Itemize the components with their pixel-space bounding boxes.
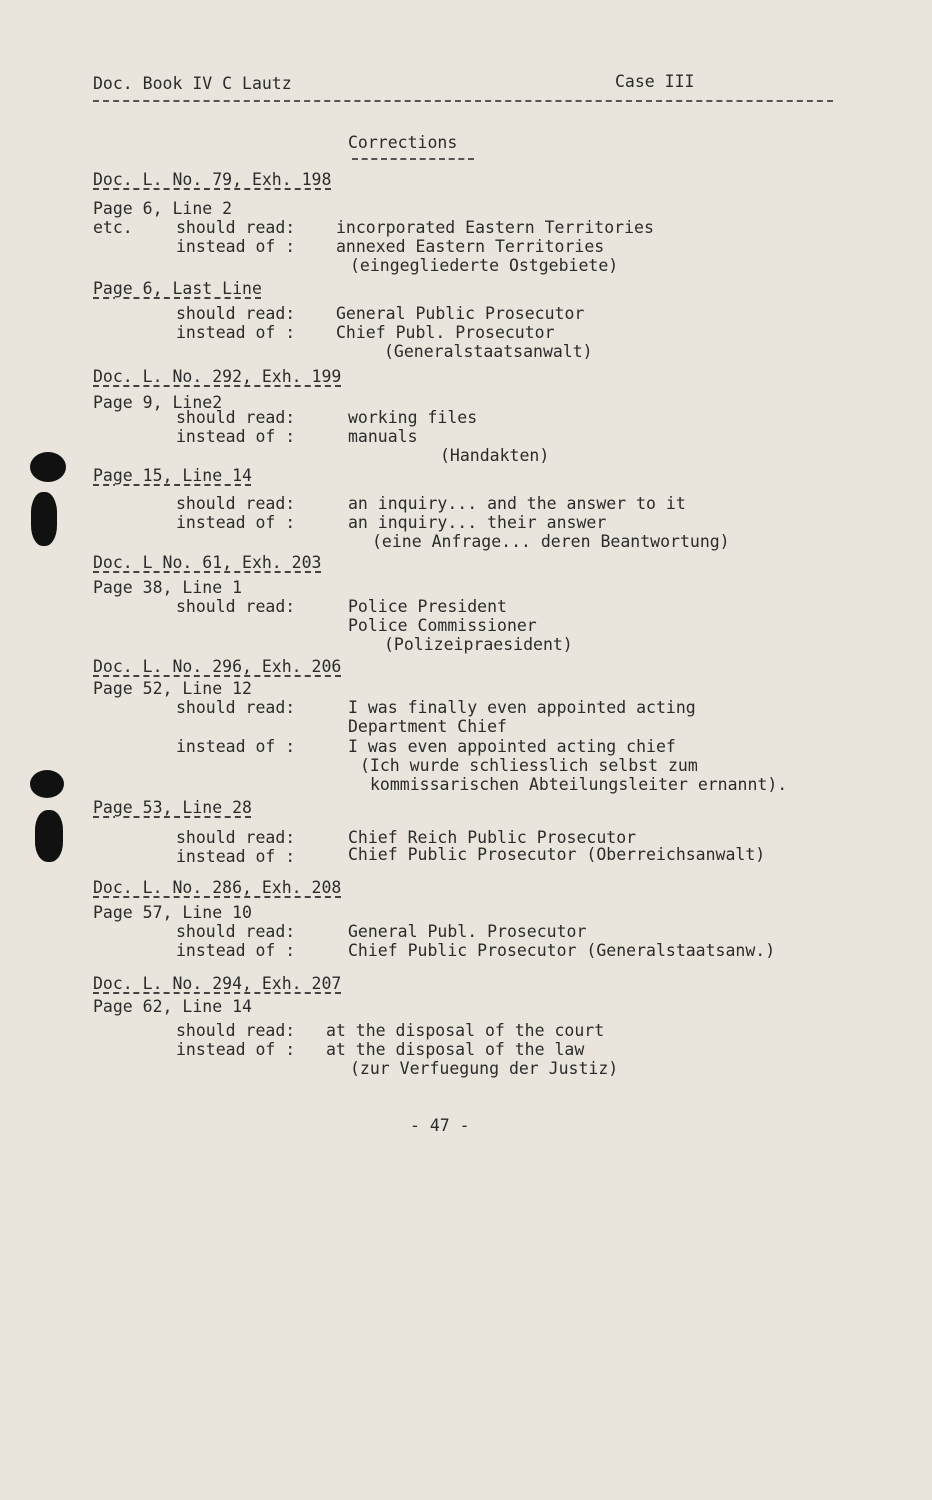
instead-of-label: instead of : xyxy=(176,1040,296,1059)
should-read-label: should read: xyxy=(176,494,296,513)
page-line-ref: Page 6, Last Line xyxy=(93,279,262,298)
original-text: at the disposal of the law xyxy=(326,1040,585,1059)
corrected-text: an inquiry... and the answer to it xyxy=(348,494,686,513)
original-text: Chief Public Prosecutor (Oberreichsanwalt) xyxy=(348,845,766,864)
german-original: (Polizeipraesident) xyxy=(384,635,573,654)
page-line-ref: Page 52, Line 12 xyxy=(93,679,252,698)
german-original: (Handakten) xyxy=(440,446,550,465)
german-original: (eingegliederte Ostgebiete) xyxy=(350,256,619,275)
should-read-label: should read: xyxy=(176,828,296,847)
original-text: Chief Publ. Prosecutor xyxy=(336,323,555,342)
instead-of-label: instead of : xyxy=(176,941,296,960)
page-line-ref: Page 38, Line 1 xyxy=(93,578,243,597)
page-line-ref-etc: etc. xyxy=(93,218,133,237)
punch-hole-top xyxy=(30,452,66,482)
german-original-continued: kommissarischen Abteilungsleiter ernannt). xyxy=(370,775,788,794)
punch-hole-top-oval xyxy=(31,492,57,546)
instead-of-label: instead of : xyxy=(176,427,296,446)
doc-heading: Doc. L. No. 79, Exh. 198 xyxy=(93,170,332,189)
corrections-title: Corrections xyxy=(348,133,458,152)
should-read-label: should read: xyxy=(176,698,296,717)
header-doc-book: Doc. Book IV C Lautz xyxy=(93,74,292,93)
should-read-label: should read: xyxy=(176,597,296,616)
instead-of-label: instead of : xyxy=(176,737,296,756)
corrected-text: Chief Reich Public Prosecutor xyxy=(348,828,637,847)
original-text: manuals xyxy=(348,427,418,446)
should-read-label: should read: xyxy=(176,1021,296,1040)
page-line-ref: Page 53, Line 28 xyxy=(93,798,252,817)
german-original: (Generalstaatsanwalt) xyxy=(384,342,593,361)
header-case: Case III xyxy=(615,72,695,91)
german-original: (eine Anfrage... deren Beantwortung) xyxy=(372,532,730,551)
corrected-text: incorporated Eastern Territories xyxy=(336,218,654,237)
header-divider xyxy=(93,100,833,102)
corrected-text: I was finally even appointed acting xyxy=(348,698,696,717)
should-read-label: should read: xyxy=(176,218,296,237)
instead-of-label: instead of : xyxy=(176,237,296,256)
original-text: Chief Public Prosecutor (Generalstaatsanw.) xyxy=(348,941,776,960)
doc-heading: Doc. L. No. 292, Exh. 199 xyxy=(93,367,342,386)
doc-heading: Doc. L. No. 294, Exh. 207 xyxy=(93,974,342,993)
corrected-text: General Publ. Prosecutor xyxy=(348,922,587,941)
punch-hole-bottom-oval xyxy=(35,810,63,862)
german-original: (zur Verfuegung der Justiz) xyxy=(350,1059,619,1078)
corrected-text: working files xyxy=(348,408,478,427)
page-number: - 47 - xyxy=(410,1116,470,1135)
corrected-text-continued: Department Chief xyxy=(348,717,507,736)
page-line-ref: Page 6, Line 2 xyxy=(93,199,233,218)
title-underline xyxy=(352,158,474,160)
page-line-ref: Page 9, Line2 xyxy=(93,393,223,412)
german-original: (Ich wurde schliesslich selbst zum xyxy=(360,756,698,775)
page-line-ref: Page 57, Line 10 xyxy=(93,903,252,922)
instead-of-label: instead of : xyxy=(176,513,296,532)
page-line-ref: Page 15, Line 14 xyxy=(93,466,252,485)
original-text: annexed Eastern Territories xyxy=(336,237,605,256)
page-line-ref: Page 62, Line 14 xyxy=(93,997,252,1016)
should-read-label: should read: xyxy=(176,408,296,427)
should-read-label: should read: xyxy=(176,922,296,941)
doc-heading: Doc. L No. 61, Exh. 203 xyxy=(93,553,322,572)
corrected-text: at the disposal of the court xyxy=(326,1021,605,1040)
should-read-label: should read: xyxy=(176,304,296,323)
doc-heading: Doc. L. No. 286, Exh. 208 xyxy=(93,878,342,897)
original-text: Police Commissioner xyxy=(348,616,537,635)
instead-of-label: instead of : xyxy=(176,847,296,866)
original-text: I was even appointed acting chief xyxy=(348,737,676,756)
doc-heading: Doc. L. No. 296, Exh. 206 xyxy=(93,657,342,676)
punch-hole-bottom xyxy=(30,770,64,798)
corrected-text: General Public Prosecutor xyxy=(336,304,585,323)
original-text: an inquiry... their answer xyxy=(348,513,607,532)
corrected-text: Police President xyxy=(348,597,507,616)
instead-of-label: instead of : xyxy=(176,323,296,342)
